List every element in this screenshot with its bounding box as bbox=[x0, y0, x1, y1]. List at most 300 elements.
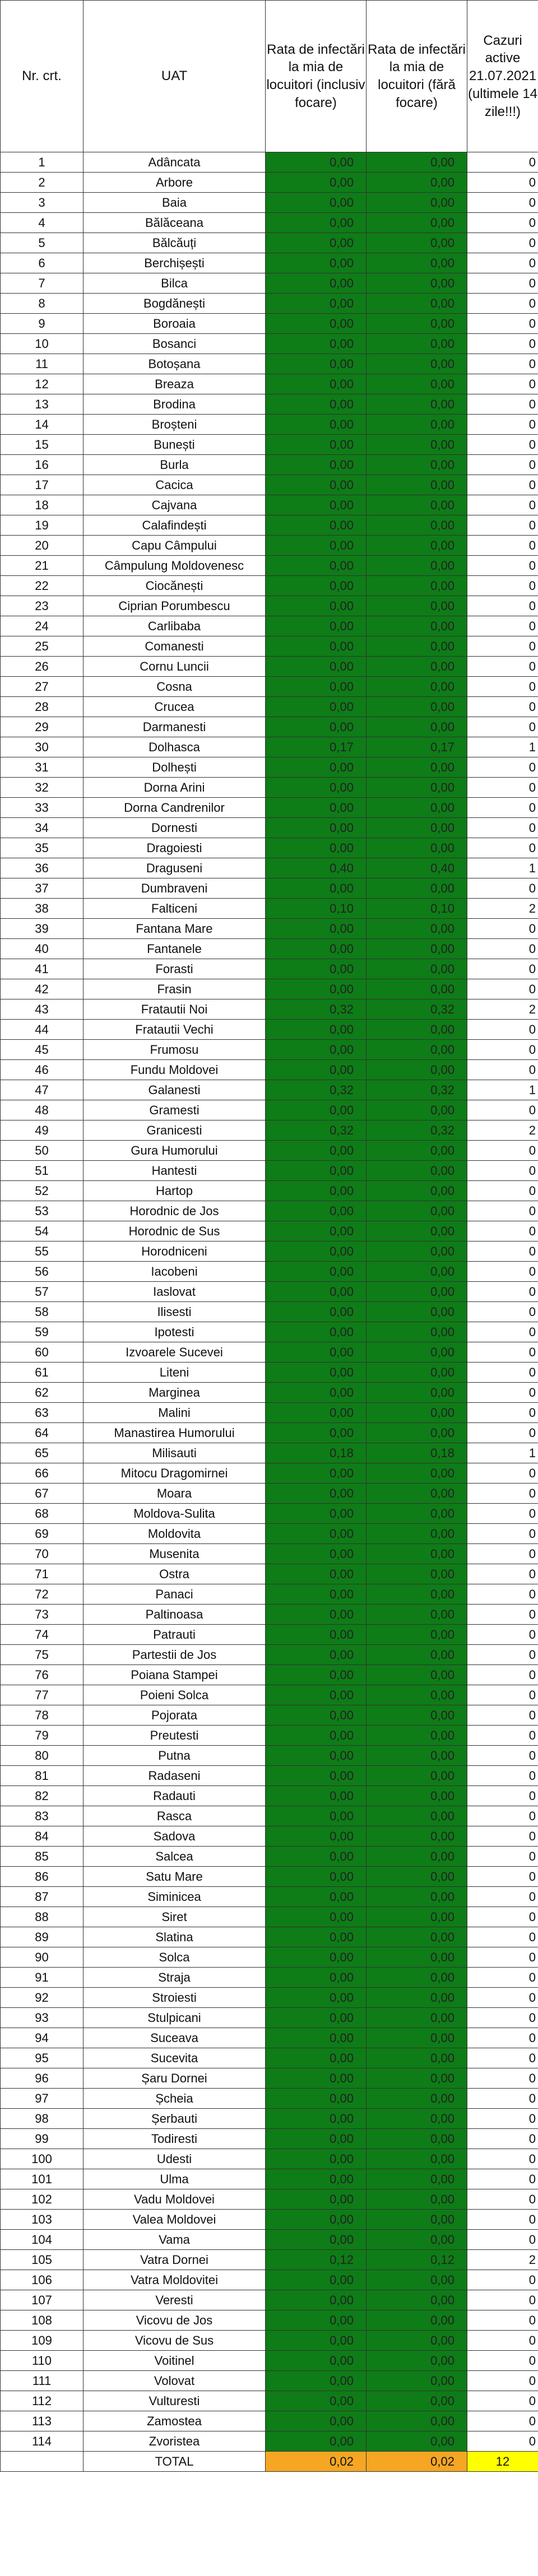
row-number-cell: 46 bbox=[1, 1060, 84, 1080]
rate-incl-cell: 0,00 bbox=[266, 193, 367, 213]
rate-excl-cell: 0,00 bbox=[367, 1625, 467, 1645]
row-number-cell: 56 bbox=[1, 1262, 84, 1282]
table-row bbox=[1, 2008, 538, 2028]
rate-incl-cell: 0,00 bbox=[266, 616, 367, 636]
rate-incl-cell: 0,00 bbox=[266, 2068, 367, 2089]
rate-incl-cell: 0,18 bbox=[266, 1443, 367, 1463]
rate-excl-cell: 0,00 bbox=[367, 1907, 467, 1927]
rate-excl-cell: 0,00 bbox=[367, 374, 467, 394]
uat-name-cell: Ciprian Porumbescu bbox=[84, 596, 266, 616]
rate-incl-cell: 0,32 bbox=[266, 1080, 367, 1100]
row-number-cell: 15 bbox=[1, 435, 84, 455]
active-cases-cell: 0 bbox=[467, 515, 538, 536]
rate-excl-cell: 0,00 bbox=[367, 1040, 467, 1060]
active-cases-cell: 0 bbox=[467, 2210, 538, 2230]
table-row bbox=[1, 979, 538, 999]
uat-name-cell: Arbore bbox=[84, 173, 266, 193]
table-row bbox=[1, 1262, 538, 1282]
rate-excl-cell: 0,00 bbox=[367, 2149, 467, 2169]
active-cases-cell: 0 bbox=[467, 2048, 538, 2068]
rate-incl-cell: 0,00 bbox=[266, 1766, 367, 1786]
rate-excl-cell: 0,00 bbox=[367, 939, 467, 959]
rate-excl-cell: 0,00 bbox=[367, 2008, 467, 2028]
rate-excl-cell: 0,00 bbox=[367, 1262, 467, 1282]
rate-excl-cell: 0,00 bbox=[367, 1141, 467, 1161]
active-cases-cell: 0 bbox=[467, 1363, 538, 1383]
rate-excl-cell: 0,00 bbox=[367, 1766, 467, 1786]
uat-name-cell: Milisauti bbox=[84, 1443, 266, 1463]
row-number-cell: 6 bbox=[1, 253, 84, 273]
uat-name-cell: Baia bbox=[84, 193, 266, 213]
active-cases-cell: 0 bbox=[467, 2129, 538, 2149]
table-row bbox=[1, 1504, 538, 1524]
rate-incl-cell: 0,00 bbox=[266, 1726, 367, 1746]
table-row bbox=[1, 838, 538, 858]
row-number-cell: 78 bbox=[1, 1705, 84, 1726]
table-row bbox=[1, 1302, 538, 1322]
active-cases-cell: 0 bbox=[467, 2028, 538, 2048]
uat-name-cell: Bunești bbox=[84, 435, 266, 455]
rate-excl-cell: 0,00 bbox=[367, 757, 467, 778]
uat-name-cell: Iacobeni bbox=[84, 1262, 266, 1282]
rate-excl-cell: 0,00 bbox=[367, 233, 467, 253]
row-number-cell: 105 bbox=[1, 2250, 84, 2270]
row-number-cell: 85 bbox=[1, 1847, 84, 1867]
uat-name-cell: Radauti bbox=[84, 1786, 266, 1806]
rate-incl-cell: 0,00 bbox=[266, 2310, 367, 2331]
table-row bbox=[1, 1685, 538, 1705]
row-number-cell: 41 bbox=[1, 959, 84, 979]
uat-name-cell: Salcea bbox=[84, 1847, 266, 1867]
rate-excl-cell: 0,00 bbox=[367, 1847, 467, 1867]
rate-excl-cell: 0,00 bbox=[367, 1322, 467, 1342]
rate-incl-cell: 0,00 bbox=[266, 1484, 367, 1504]
row-number-cell: 108 bbox=[1, 2310, 84, 2331]
uat-name-cell: Rasca bbox=[84, 1806, 266, 1826]
row-number-cell: 55 bbox=[1, 1241, 84, 1262]
header-rate-incl: Rata de infectări la mia de locuitori (inclusiv focare) bbox=[266, 1, 367, 152]
rate-excl-cell: 0,00 bbox=[367, 2048, 467, 2068]
row-number-cell: 99 bbox=[1, 2129, 84, 2149]
uat-name-cell: Valea Moldovei bbox=[84, 2210, 266, 2230]
row-number-cell: 92 bbox=[1, 1988, 84, 2008]
rate-incl-cell: 0,00 bbox=[266, 919, 367, 939]
table-row bbox=[1, 2331, 538, 2351]
active-cases-cell: 0 bbox=[467, 2008, 538, 2028]
row-number-cell: 47 bbox=[1, 1080, 84, 1100]
row-number-cell: 112 bbox=[1, 2391, 84, 2411]
rate-incl-cell: 0,00 bbox=[266, 1947, 367, 1968]
rate-excl-cell: 0,00 bbox=[367, 2371, 467, 2391]
table-row bbox=[1, 2149, 538, 2169]
active-cases-cell: 0 bbox=[467, 455, 538, 475]
rate-incl-cell: 0,00 bbox=[266, 374, 367, 394]
table-row bbox=[1, 334, 538, 354]
rate-incl-cell: 0,00 bbox=[266, 2431, 367, 2452]
active-cases-cell: 0 bbox=[467, 415, 538, 435]
rate-incl-cell: 0,00 bbox=[266, 1383, 367, 1403]
uat-name-cell: Stulpicani bbox=[84, 2008, 266, 2028]
uat-name-cell: Poieni Solca bbox=[84, 1685, 266, 1705]
rate-excl-cell: 0,00 bbox=[367, 435, 467, 455]
table-row bbox=[1, 1141, 538, 1161]
table-row bbox=[1, 818, 538, 838]
total-rate-incl: 0,02 bbox=[266, 2452, 367, 2472]
uat-name-cell: Cosna bbox=[84, 677, 266, 697]
table-row bbox=[1, 959, 538, 979]
rate-incl-cell: 0,00 bbox=[266, 1685, 367, 1705]
uat-name-cell: Zamostea bbox=[84, 2411, 266, 2431]
rate-excl-cell: 0,00 bbox=[367, 2109, 467, 2129]
uat-name-cell: Crucea bbox=[84, 697, 266, 717]
table-row bbox=[1, 1363, 538, 1383]
table-row bbox=[1, 1907, 538, 1927]
row-number-cell: 39 bbox=[1, 919, 84, 939]
table-row bbox=[1, 1705, 538, 1726]
active-cases-cell: 0 bbox=[467, 374, 538, 394]
active-cases-cell: 0 bbox=[467, 556, 538, 576]
rate-excl-cell: 0,00 bbox=[367, 253, 467, 273]
row-number-cell: 58 bbox=[1, 1302, 84, 1322]
active-cases-cell: 0 bbox=[467, 2290, 538, 2310]
uat-name-cell: Mitocu Dragomirnei bbox=[84, 1463, 266, 1484]
rate-incl-cell: 0,00 bbox=[266, 1141, 367, 1161]
rate-excl-cell: 0,00 bbox=[367, 979, 467, 999]
rate-excl-cell: 0,12 bbox=[367, 2250, 467, 2270]
table-row bbox=[1, 354, 538, 374]
active-cases-cell: 0 bbox=[467, 1544, 538, 1564]
uat-name-cell: Boroaia bbox=[84, 314, 266, 334]
rate-incl-cell: 0,00 bbox=[266, 1826, 367, 1847]
active-cases-cell: 0 bbox=[467, 394, 538, 415]
row-number-cell: 48 bbox=[1, 1100, 84, 1120]
table-row bbox=[1, 657, 538, 677]
row-number-cell: 33 bbox=[1, 798, 84, 818]
table-row bbox=[1, 1786, 538, 1806]
rate-excl-cell: 0,00 bbox=[367, 1221, 467, 1241]
rate-incl-cell: 0,00 bbox=[266, 354, 367, 374]
rate-incl-cell: 0,00 bbox=[266, 294, 367, 314]
table-header bbox=[1, 1, 538, 152]
active-cases-cell: 0 bbox=[467, 1847, 538, 1867]
rate-excl-cell: 0,00 bbox=[367, 1968, 467, 1988]
rate-excl-cell: 0,32 bbox=[367, 1080, 467, 1100]
rate-excl-cell: 0,00 bbox=[367, 1988, 467, 2008]
rate-incl-cell: 0,00 bbox=[266, 1201, 367, 1221]
active-cases-cell: 0 bbox=[467, 818, 538, 838]
active-cases-cell: 0 bbox=[467, 959, 538, 979]
rate-excl-cell: 0,00 bbox=[367, 394, 467, 415]
rate-excl-cell: 0,00 bbox=[367, 2351, 467, 2371]
rate-excl-cell: 0,00 bbox=[367, 2210, 467, 2230]
rate-excl-cell: 0,00 bbox=[367, 1605, 467, 1625]
active-cases-cell: 0 bbox=[467, 1484, 538, 1504]
uat-name-cell: Preutesti bbox=[84, 1726, 266, 1746]
table-row bbox=[1, 2028, 538, 2048]
rate-excl-cell: 0,00 bbox=[367, 415, 467, 435]
table-row bbox=[1, 394, 538, 415]
total-label: TOTAL bbox=[84, 2452, 266, 2472]
uat-name-cell: Ilisesti bbox=[84, 1302, 266, 1322]
rate-excl-cell: 0,00 bbox=[367, 1645, 467, 1665]
uat-name-cell: Cornu Luncii bbox=[84, 657, 266, 677]
row-number-cell: 93 bbox=[1, 2008, 84, 2028]
uat-name-cell: Musenita bbox=[84, 1544, 266, 1564]
uat-name-cell: Panaci bbox=[84, 1584, 266, 1605]
active-cases-cell: 1 bbox=[467, 1443, 538, 1463]
rate-excl-cell: 0,00 bbox=[367, 1302, 467, 1322]
rate-excl-cell: 0,00 bbox=[367, 778, 467, 798]
table-row bbox=[1, 1403, 538, 1423]
active-cases-cell: 2 bbox=[467, 899, 538, 919]
table-row bbox=[1, 1181, 538, 1201]
uat-name-cell: Vulturesti bbox=[84, 2391, 266, 2411]
rate-excl-cell: 0,00 bbox=[367, 576, 467, 596]
table-row bbox=[1, 1383, 538, 1403]
rate-incl-cell: 0,00 bbox=[266, 1968, 367, 1988]
rate-excl-cell: 0,00 bbox=[367, 838, 467, 858]
rate-incl-cell: 0,00 bbox=[266, 596, 367, 616]
table-row bbox=[1, 1524, 538, 1544]
rate-excl-cell: 0,00 bbox=[367, 1584, 467, 1605]
table-row bbox=[1, 636, 538, 657]
rate-excl-cell: 0,00 bbox=[367, 2310, 467, 2331]
rate-excl-cell: 0,00 bbox=[367, 798, 467, 818]
active-cases-cell: 0 bbox=[467, 1040, 538, 1060]
rate-incl-cell: 0,00 bbox=[266, 818, 367, 838]
uat-name-cell: Șcheia bbox=[84, 2089, 266, 2109]
uat-name-cell: Berchișești bbox=[84, 253, 266, 273]
header-nr: Nr. crt. bbox=[1, 1, 84, 152]
uat-name-cell: Suceava bbox=[84, 2028, 266, 2048]
active-cases-cell: 0 bbox=[467, 233, 538, 253]
row-number-cell: 19 bbox=[1, 515, 84, 536]
rate-incl-cell: 0,00 bbox=[266, 2351, 367, 2371]
active-cases-cell: 0 bbox=[467, 576, 538, 596]
uat-name-cell: Bălcăuți bbox=[84, 233, 266, 253]
table-row bbox=[1, 1484, 538, 1504]
rate-incl-cell: 0,00 bbox=[266, 576, 367, 596]
rate-excl-cell: 0,00 bbox=[367, 878, 467, 899]
active-cases-cell: 0 bbox=[467, 657, 538, 677]
rate-excl-cell: 0,00 bbox=[367, 1423, 467, 1443]
active-cases-cell: 1 bbox=[467, 858, 538, 878]
active-cases-cell: 0 bbox=[467, 919, 538, 939]
uat-name-cell: Dumbraveni bbox=[84, 878, 266, 899]
table-row bbox=[1, 2270, 538, 2290]
table-row bbox=[1, 1927, 538, 1947]
uat-name-cell: Ciocănești bbox=[84, 576, 266, 596]
uat-name-cell: Solca bbox=[84, 1947, 266, 1968]
rate-incl-cell: 0,00 bbox=[266, 1887, 367, 1907]
uat-name-cell: Stroiesti bbox=[84, 1988, 266, 2008]
table-row bbox=[1, 2431, 538, 2452]
rate-incl-cell: 0,00 bbox=[266, 1282, 367, 1302]
row-number-cell: 25 bbox=[1, 636, 84, 657]
table-row bbox=[1, 1806, 538, 1826]
rate-excl-cell: 0,32 bbox=[367, 1120, 467, 1141]
row-number-cell: 10 bbox=[1, 334, 84, 354]
row-number-cell: 12 bbox=[1, 374, 84, 394]
row-number-cell: 18 bbox=[1, 495, 84, 515]
rate-excl-cell: 0,00 bbox=[367, 1504, 467, 1524]
rate-excl-cell: 0,00 bbox=[367, 1060, 467, 1080]
rate-excl-cell: 0,00 bbox=[367, 1867, 467, 1887]
active-cases-cell: 0 bbox=[467, 1947, 538, 1968]
uat-name-cell: Moldovita bbox=[84, 1524, 266, 1544]
rate-incl-cell: 0,00 bbox=[266, 2331, 367, 2351]
row-number-cell: 9 bbox=[1, 314, 84, 334]
rate-excl-cell: 0,00 bbox=[367, 1685, 467, 1705]
rate-excl-cell: 0,00 bbox=[367, 1484, 467, 1504]
table-row bbox=[1, 999, 538, 1020]
row-number-cell: 60 bbox=[1, 1342, 84, 1363]
rate-incl-cell: 0,00 bbox=[266, 515, 367, 536]
table-row bbox=[1, 2391, 538, 2411]
rate-excl-cell: 0,00 bbox=[367, 2129, 467, 2149]
row-number-cell: 62 bbox=[1, 1383, 84, 1403]
rate-incl-cell: 0,00 bbox=[266, 1504, 367, 1524]
rate-incl-cell: 0,00 bbox=[266, 1524, 367, 1544]
rate-incl-cell: 0,00 bbox=[266, 1181, 367, 1201]
rate-excl-cell: 0,32 bbox=[367, 999, 467, 1020]
uat-name-cell: Manastirea Humorului bbox=[84, 1423, 266, 1443]
rate-excl-cell: 0,00 bbox=[367, 2411, 467, 2431]
rate-excl-cell: 0,00 bbox=[367, 1927, 467, 1947]
rate-incl-cell: 0,00 bbox=[266, 1363, 367, 1383]
rate-excl-cell: 0,00 bbox=[367, 1544, 467, 1564]
rate-incl-cell: 0,00 bbox=[266, 1584, 367, 1605]
active-cases-cell: 0 bbox=[467, 1423, 538, 1443]
rate-excl-cell: 0,00 bbox=[367, 1665, 467, 1685]
row-number-cell: 45 bbox=[1, 1040, 84, 1060]
table-row bbox=[1, 2210, 538, 2230]
table-row bbox=[1, 1847, 538, 1867]
active-cases-cell: 0 bbox=[467, 636, 538, 657]
table-row bbox=[1, 576, 538, 596]
row-number-cell: 96 bbox=[1, 2068, 84, 2089]
row-number-cell: 26 bbox=[1, 657, 84, 677]
total-active-cases: 12 bbox=[467, 2452, 538, 2472]
row-number-cell: 76 bbox=[1, 1665, 84, 1685]
row-number-cell: 54 bbox=[1, 1221, 84, 1241]
rate-incl-cell: 0,00 bbox=[266, 1342, 367, 1363]
active-cases-cell: 0 bbox=[467, 173, 538, 193]
rate-excl-cell: 0,00 bbox=[367, 1342, 467, 1363]
uat-name-cell: Vicovu de Jos bbox=[84, 2310, 266, 2331]
table-row bbox=[1, 2290, 538, 2310]
table-row bbox=[1, 1020, 538, 1040]
row-number-cell: 43 bbox=[1, 999, 84, 1020]
uat-name-cell: Cajvana bbox=[84, 495, 266, 515]
active-cases-cell: 0 bbox=[467, 1605, 538, 1625]
active-cases-cell: 0 bbox=[467, 1746, 538, 1766]
table-row bbox=[1, 596, 538, 616]
uat-name-cell: Siminicea bbox=[84, 1887, 266, 1907]
active-cases-cell: 0 bbox=[467, 616, 538, 636]
total-rate-excl: 0,02 bbox=[367, 2452, 467, 2472]
uat-name-cell: Fundu Moldovei bbox=[84, 1060, 266, 1080]
table-row bbox=[1, 858, 538, 878]
uat-name-cell: Draguseni bbox=[84, 858, 266, 878]
row-number-cell: 100 bbox=[1, 2149, 84, 2169]
table-row bbox=[1, 1423, 538, 1443]
uat-name-cell: Ulma bbox=[84, 2169, 266, 2189]
row-number-cell: 82 bbox=[1, 1786, 84, 1806]
row-number-cell: 81 bbox=[1, 1766, 84, 1786]
uat-name-cell: Hartop bbox=[84, 1181, 266, 1201]
uat-name-cell: Comanesti bbox=[84, 636, 266, 657]
rate-incl-cell: 0,00 bbox=[266, 1564, 367, 1584]
rate-incl-cell: 0,00 bbox=[266, 1423, 367, 1443]
active-cases-cell: 2 bbox=[467, 2250, 538, 2270]
active-cases-cell: 0 bbox=[467, 1060, 538, 1080]
row-number-cell: 44 bbox=[1, 1020, 84, 1040]
table-row bbox=[1, 495, 538, 515]
table-row bbox=[1, 2371, 538, 2391]
rate-excl-cell: 0,18 bbox=[367, 1443, 467, 1463]
rate-incl-cell: 0,00 bbox=[266, 475, 367, 495]
uat-name-cell: Șaru Dornei bbox=[84, 2068, 266, 2089]
rate-incl-cell: 0,00 bbox=[266, 1463, 367, 1484]
uat-name-cell: Veresti bbox=[84, 2290, 266, 2310]
rate-excl-cell: 0,00 bbox=[367, 919, 467, 939]
uat-name-cell: Todiresti bbox=[84, 2129, 266, 2149]
uat-name-cell: Marginea bbox=[84, 1383, 266, 1403]
uat-name-cell: Brodina bbox=[84, 394, 266, 415]
active-cases-cell: 0 bbox=[467, 475, 538, 495]
table-row bbox=[1, 1766, 538, 1786]
rate-excl-cell: 0,00 bbox=[367, 1705, 467, 1726]
table-row bbox=[1, 173, 538, 193]
rate-excl-cell: 0,00 bbox=[367, 1282, 467, 1302]
rate-incl-cell: 0,00 bbox=[266, 939, 367, 959]
uat-name-cell: Vadu Moldovei bbox=[84, 2189, 266, 2210]
row-number-cell: 89 bbox=[1, 1927, 84, 1947]
table-row bbox=[1, 1645, 538, 1665]
row-number-cell: 114 bbox=[1, 2431, 84, 2452]
rate-incl-cell: 0,00 bbox=[266, 2391, 367, 2411]
active-cases-cell: 0 bbox=[467, 1201, 538, 1221]
row-number-cell: 97 bbox=[1, 2089, 84, 2109]
table-row bbox=[1, 798, 538, 818]
uat-name-cell: Izvoarele Sucevei bbox=[84, 1342, 266, 1363]
active-cases-cell: 0 bbox=[467, 1342, 538, 1363]
rate-excl-cell: 0,00 bbox=[367, 1726, 467, 1746]
rate-excl-cell: 0,00 bbox=[367, 1806, 467, 1826]
table-row bbox=[1, 374, 538, 394]
rate-excl-cell: 0,00 bbox=[367, 1383, 467, 1403]
rate-excl-cell: 0,00 bbox=[367, 657, 467, 677]
active-cases-cell: 0 bbox=[467, 757, 538, 778]
rate-incl-cell: 0,00 bbox=[266, 1746, 367, 1766]
active-cases-cell: 0 bbox=[467, 253, 538, 273]
rate-incl-cell: 0,00 bbox=[266, 697, 367, 717]
row-number-cell: 52 bbox=[1, 1181, 84, 1201]
active-cases-cell: 0 bbox=[467, 1564, 538, 1584]
table-row bbox=[1, 717, 538, 737]
uat-name-cell: Sucevita bbox=[84, 2048, 266, 2068]
row-number-cell: 57 bbox=[1, 1282, 84, 1302]
rate-incl-cell: 0,00 bbox=[266, 1403, 367, 1423]
table-row bbox=[1, 2129, 538, 2149]
rate-excl-cell: 0,00 bbox=[367, 193, 467, 213]
active-cases-cell: 0 bbox=[467, 193, 538, 213]
row-number-cell: 90 bbox=[1, 1947, 84, 1968]
table-row bbox=[1, 1726, 538, 1746]
uat-name-cell: Slatina bbox=[84, 1927, 266, 1947]
uat-name-cell: Gramesti bbox=[84, 1100, 266, 1120]
